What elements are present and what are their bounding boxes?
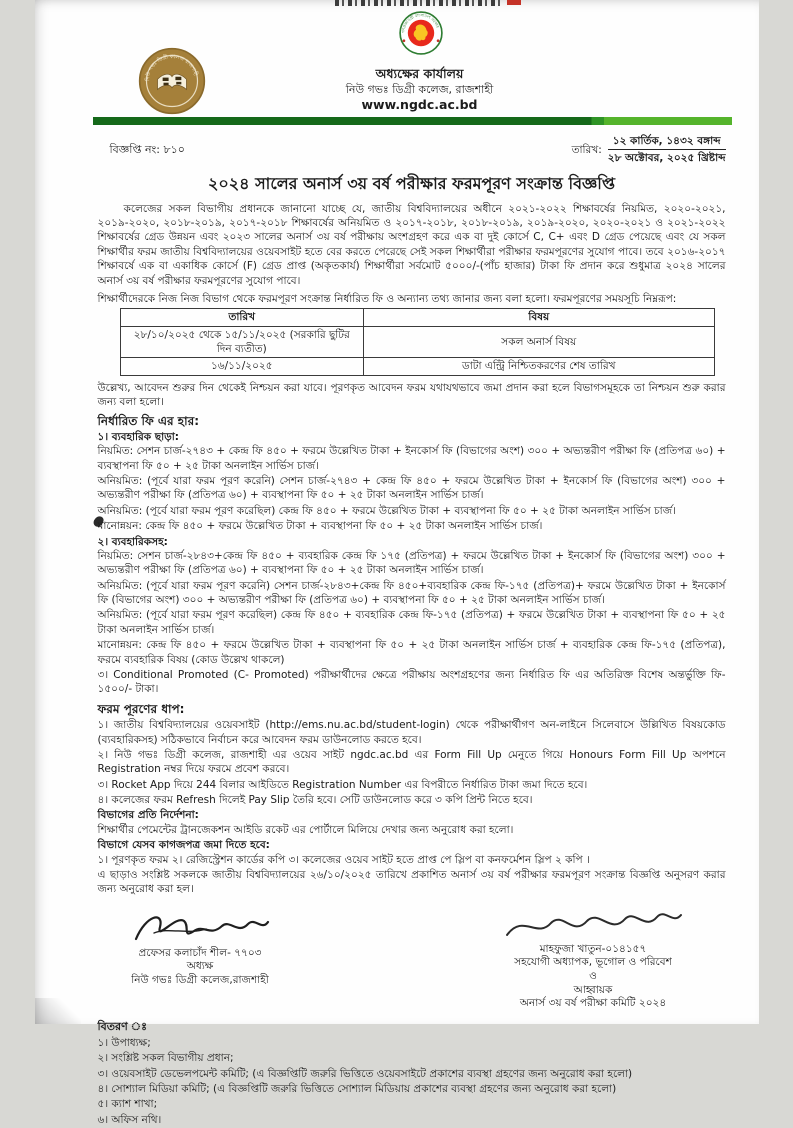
fee-item: অনিয়মিত: (পূর্বে যারা ফরম পূরণ করেছিল) কেন্দ্র ফি ৪৫০ + ফরমে উল্লেখিত টাকা + ব্যবস্থাপনা ফি ৫০ + ২৫ টাকা অনলাইন সার্ভিস চার্জ। (98, 504, 726, 518)
date-bangla: ১২ কার্তিক, ১৪৩২ বঙ্গাব্দ (608, 134, 726, 150)
table-header-row (120, 309, 714, 326)
convener-signature-icon (501, 907, 686, 947)
date-label: তারিখ: (572, 143, 602, 157)
step-item: ২। নিউ গভঃ ডিগ্রী কলেজ, রাজশাহী এর ওয়েব সাইট ngdc.ac.bd এর Form Fill Up মেনুতে গিয়ে Honours Form Fill Up অপশনে Registration নম্বর দিয়ে ফরমে প্রবেশ করবে। (98, 748, 726, 777)
govt-emblem-icon (399, 11, 443, 55)
table-row (120, 358, 714, 375)
distribution-item: ২। সংশ্লিষ্ট সকল বিভাগীয় প্রধান; (98, 1051, 726, 1065)
table-header-subject: বিষয় (364, 309, 714, 326)
signature-left (128, 907, 273, 1011)
seal-ring-text: নিউ গভঃ ডিগ্রী কলেজ রাজশাহী (144, 53, 199, 82)
fee-item: নিয়মিত: সেশন চার্জ-২৭৪৩ + কেন্দ্র ফি ৪৫০ + ফরমে উল্লেখিত টাকা + ইনকোর্স ফি (বিভাগের অংশ) ৩০০ + অভ্যন্তরীণ পরীক্ষা ফি (প্রতিপত্র ৬০) + ব্যবস্থাপনা ফি ৫০ + ২৫ টাকা অনলাইন সার্ভিস চার্জ। (98, 444, 726, 473)
convener-role: আহ্বায়ক (501, 984, 686, 998)
date-values (608, 134, 726, 166)
website-text: www.ngdc.ac.bd (35, 97, 793, 113)
principal-name: প্রফেসর কলাচাঁদ শীল- ৭৭০৩ (128, 947, 273, 961)
date-block (572, 134, 726, 166)
notice-body (35, 132, 759, 1128)
top-edge-cutoff-text (335, 0, 503, 6)
date-gregorian: ২৮ অক্টোবর, ২০২৫ খ্রিষ্টাব্দ (608, 150, 726, 165)
fee-conditional-promoted: ৩। Conditional Promoted (C- Promoted) পরীক্ষার্থীদের ক্ষেত্রে পরীক্ষায় অংশগ্রহণের জন্য নির্ধারিত ফি এর অতিরিক্ত বিশেষ অন্তর্ভুক্তি ফি- ১৫০০/- টাকা। (98, 668, 726, 697)
fee-item: অনিয়মিত: (পূর্বে যারা ফরম পূরণ করেনি) সেশন চার্জ-২৭৪৩ + কেন্দ্র ফি ৪৫০ + ফরমে উল্লেখিত টাকা + ইনকোর্স ফি (বিভাগের অংশ) ৩০০ + অভ্যন্তরীণ পরীক্ষা ফি (প্রতিপত্র ৬০) + ব্যবস্থাপনা ফি ৫০ + ২৫ টাকা অনলাইন সার্ভিস চার্জ। (98, 474, 726, 503)
distribution-item: ৬। অফিস নথি। (98, 1113, 726, 1127)
convener-committee: অনার্স ৩য় বর্ষ পরীক্ষা কমিটি ২০২৪ (501, 997, 686, 1011)
fee-item: মানোন্নয়ন: কেন্দ্র ফি ৪৫০ + ফরমে উল্লেখিত টাকা + ব্যবস্থাপনা ফি ৫০ + ২৫ টাকা অনলাইন সার্ভিস চার্জ + ব্যবহারিক কেন্দ্র ফি-১৭৫ (প্রতিপত্র), ফরমে ব্যবহারিক বিষয় (কোড উল্লেখ থাকলে) (98, 638, 726, 667)
convener-title: সহযোগী অধ্যাপক, ভূগোল ও পরিবেশ (501, 956, 686, 970)
distribution-item: ১। উপাধ্যক্ষ; (98, 1036, 726, 1050)
step-item: ৪। কলেজের ফরম Refresh দিলেই Pay Slip তৈরি হবে। সেটি ডাউনলোড করে ৩ কপি প্রিন্ট নিতে হবে। (98, 793, 726, 807)
scanned-notice-page (35, 0, 759, 1024)
fees-heading: নির্ধারিত ফি এর হার: (98, 413, 726, 429)
fees-section2-title: ২। ব্যবহারিকসহ: (98, 535, 726, 549)
college-name: নিউ গভঃ ডিগ্রী কলেজ, রাজশাহী (35, 83, 793, 97)
docs-line: ১। পূরণকৃত ফরম ২। রেজিস্ট্রেশন কার্ডের কপি ৩। কলেজের ওয়েব সাইট হতে প্রাপ্ত পে স্লিপ বা কনফর্মেশন স্লিপ ২ কপি । (98, 853, 726, 867)
convener-name: মাহফুজা খাতুন-০১৪১৫৭ (501, 943, 686, 957)
notice-number: বিজ্ঞপ্তি নং: ৮১০ (110, 134, 185, 157)
distribution-item: ৫। ক্যাশ শাখা; (98, 1097, 726, 1111)
table-cell-subject: ডাটা এন্ট্রি নিশ্চিতকরণের শেষ তারিখ (364, 358, 714, 375)
fee-item: অনিয়মিত: (পূর্বে যারা ফরম পূরণ করেছিল) কেন্দ্র ফি ৪৫০ + ব্যবহারিক কেন্দ্র ফি-১৭৫ (প্রতিপত্র) + ফরমে উল্লেখিত টাকা + ব্যবস্থাপনা ফি ৫০ + ২৫ টাকা অনলাইন সার্ভিস চার্জ। (98, 608, 726, 637)
table-row (120, 326, 714, 358)
table-header-date: তারিখ (120, 309, 364, 326)
after-table-note: উল্লেখ্য, আবেদন শুরুর দিন থেকেই নিশ্চয়ন করা যাবে। পূরণকৃত আবেদন ফরম যথাযথভাবে জমা প্রদান করা হলে বিভাগসমূহকে তা নিশ্চয়ন শুরু করার জন্য বলা হলো। (98, 381, 726, 410)
docs-heading: বিভাগে যেসব কাগজপত্র জমা দিতে হবে: (98, 838, 726, 852)
convener-conjunction: ও (501, 970, 686, 984)
notice-title: ২০২৪ সালের অনার্স ৩য় বর্ষ পরীক্ষার ফরমপূরণ সংক্রান্ত বিজ্ঞপ্তি (98, 173, 726, 195)
schedule-table (120, 308, 715, 376)
signature-right (501, 907, 686, 1011)
letterhead (35, 66, 793, 113)
table-cell-date: ২৮/১০/২০২৫ থেকে ১৫/১১/২০২৫ (সরকারি ছুটির দিন ব্যতীত) (120, 326, 364, 358)
intro-paragraph: কলেজের সকল বিভাগীয় প্রধানকে জানানো যাচ্ছে যে, জাতীয় বিশ্ববিদ্যালয়ের অধীনে ২০২১-২০২২ শিক্ষাবর্ষের নিয়মিত, ২০২০-২০২১, ২০১৯-২০২০, ২০১৮-২০১৯, ২০১৭-২০১৮ শিক্ষাবর্ষের অনিয়মিত ও ২০১৭-২০১৮, ২০১৮-২০১৯, ২০১৯-২০২০, ২০২০-২০২১ ও ২০২১-২০২২ শিক্ষাবর্ষের গ্রেড উন্নয়ন এবং ২০২৩ সালের অনার্স ৩য় বর্ষ পরীক্ষায় অংশগ্রহণ করে এক বা দুই কোর্সে C, C+ এবং D গ্রেড পেয়েছে এবং যে সকল শিক্ষার্থীর ফরম জাতীয় বিশ্ববিদ্যালয়ের ওয়েবসাইট হতে বের করতে পেরেছে সেই সকল শিক্ষার্থীরা পরীক্ষার ফরমপূরণের সুযোগ পাবে। তবে ২০১৬-২০১৭ শিক্ষাবর্ষে এক বা একাধিক কোর্সে (F) গ্রেড প্রাপ্ত (অকৃতকার্য) শিক্ষার্থীরা সর্বমোট ৫০০০/-(পাঁচ হাজার) টাকা ফি প্রদান করে শুধুমাত্র ২০২৪ সালের অনার্স ৩য় বর্ষ পরীক্ষার ফরমপূরণের সুযোগ পাবে। (98, 202, 726, 288)
step-item: ১। জাতীয় বিশ্ববিদ্যালয়ের ওয়েবসাইট (http://ems.nu.ac.bd/student-login) থেকে পরীক্ষার্থীগণ অন-লাইনে সিলেবাসে উল্লিখিত বিষয়কোড (ব্যবহারিকসহ) সঠিকভাবে নির্বাচন করে আবেদন ফরম ডাউনলোড করতে হবে। (98, 718, 726, 747)
principal-title: অধ্যক্ষ (128, 960, 273, 974)
emblem-ring-text: গণপ্রজাতন্ত্রী বাংলাদেশ সরকার (400, 12, 440, 33)
distribution-item: ৩। ওয়েবসাইট ডেভেলপমেন্ট কমিটি; (এ বিজ্ঞপ্তিটি জরুরি ভিত্তিতে ওয়েবসাইটে প্রকাশের ব্যবস্থা গ্রহণের জন্য অনুরোধ করা হলো) (98, 1067, 726, 1081)
step-item: ৩। Rocket App দিয়ে 244 বিলার আইডিতে Registration Number এর বিপরীতে নির্ধারিত টাকা জমা দিতে হবে। (98, 778, 726, 792)
distribution-heading: বিতরণ ঃ (98, 1019, 726, 1034)
table-cell-subject: সকল অনার্স বিষয় (364, 326, 714, 358)
top-edge-red-mark (507, 0, 521, 5)
meta-row (110, 134, 726, 166)
schedule-note: শিক্ষার্থীদেরকে নিজ নিজ বিভাগ থেকে ফরমপূরণ সংক্রান্ত নির্ধারিত ফি ও অন্যান্য তথ্য জানার জন্য বলা হলো। ফরমপূরণের সময়সূচি নিম্নরূপ: (98, 292, 726, 306)
department-heading: বিভাগের প্রতি নির্দেশনা: (98, 808, 726, 822)
department-line: শিক্ষার্থীর পেমেন্টের ট্রানজেকশন আইডি রকেট এর পোর্টালে মিলিয়ে দেখার জন্য অনুরোধ করা হলো। (98, 823, 726, 837)
principal-signature-icon (128, 907, 273, 951)
header-divider-bar (93, 117, 732, 125)
fee-item: নিয়মিত: সেশন চার্জ-২৮৪৩+কেন্দ্র ফি ৪৫০ + ব্যবহারিক কেন্দ্র ফি ১৭৫ (প্রতিপত্র) + ফরমে উল্লেখিত টাকা + ইনকোর্স ফি (বিভাগের অংশ) ৩০০ + অভ্যন্তরীণ পরীক্ষা ফি (প্রতিপত্র ৬০) + ব্যবস্থাপনা ফি ৫০ + ২৫ টাকা অনলাইন সার্ভিস চার্জ। (98, 549, 726, 578)
steps-heading: ফরম পূরণের ধাপ: (98, 701, 726, 717)
fee-item: মানোন্নয়ন: কেন্দ্র ফি ৪৫০ + ফরমে উল্লেখিত টাকা + ব্যবস্থাপনা ফি ৫০ + ২৫ টাকা অনলাইন সার্ভিস চার্জ। (98, 519, 726, 533)
fee-item: অনিয়মিত: (পূর্বে যারা ফরম পূরণ করেনি) সেশন চার্জ-২৮৪৩+কেন্দ্র ফি ৪৫০+ব্যবহারিক কেন্দ্র ফি-১৭৫ (প্রতিপত্র)+ ফরমে উল্লেখিত টাকা + ইনকোর্স ফি (বিভাগের অংশ) ৩০০ + অভ্যন্তরীণ পরীক্ষা ফি (প্রতিপত্র ৬০) + ব্যবস্থাপনা ফি ৫০ + ২৫ টাকা অনলাইন সার্ভিস চার্জ। (98, 579, 726, 608)
signature-row (128, 907, 686, 1011)
closing-line: এ ছাড়াও সংশ্লিষ্ট সকলকে জাতীয় বিশ্ববিদ্যালয়ের ২৬/১০/২০২৫ তারিখে প্রকাশিত অনার্স ৩য় বর্ষ পরীক্ষার ফরমপূরণ সংক্রান্ত বিজ্ঞপ্তি অনুসরণ করার জন্য অনুরোধ করা হল। (98, 868, 726, 897)
table-cell-date: ১৬/১১/২০২৫ (120, 358, 364, 375)
distribution-item: ৪। সোশ্যাল মিডিয়া কমিটি; (এ বিজ্ঞপ্তিটি জরুরি ভিত্তিতে সোশ্যাল মিডিয়ায় প্রকাশের ব্যবস্থা গ্রহণের জন্য অনুরোধ করা হলো) (98, 1082, 726, 1096)
office-name: অধ্যক্ষের কার্যালয় (35, 66, 793, 82)
principal-org: নিউ গভঃ ডিগ্রী কলেজ,রাজশাহী (128, 974, 273, 988)
fees-section1-title: ১। ব্যবহারিক ছাড়া: (98, 430, 726, 444)
